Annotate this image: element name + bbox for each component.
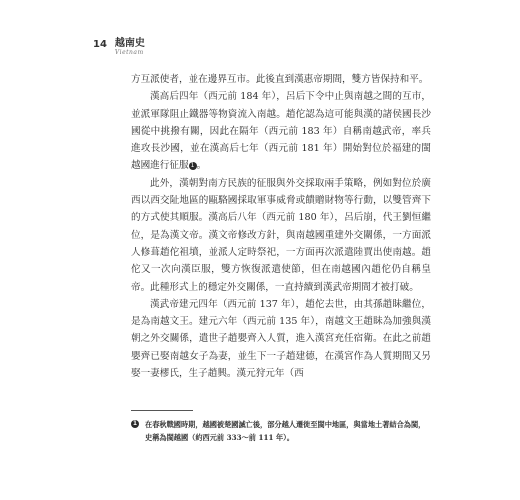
footnote-marker: 1 xyxy=(132,420,138,427)
footnote-text: 在春秋戰國時期，越國被楚國滅亡後，部分越人遷徙至閩中地區，與當地土著結合為閩，史稱為閩越國（約西元前 333～前 111 年）。 xyxy=(145,420,426,442)
book-title: 越南史 xyxy=(114,38,145,49)
header-titles xyxy=(115,38,145,57)
paragraph-text: 方互派使者，並在邊界互市。此後直到漢惠帝期間，雙方皆保持和平。 xyxy=(131,74,429,85)
paragraph xyxy=(131,296,431,382)
book-subtitle: Vietnam xyxy=(114,49,144,56)
paragraph-text: 漢武帝建元四年（西元前 137 年），趙佗去世，由其孫趙眛繼位，是為南越文王。建元六年（西元前 135 年），南越文王趙眛為加強與漢朝之外交關係，遣世子趙嬰齊入人質，進入漢宮充任宿衛。在此之前趙嬰齊已娶南越女子為妻，並生下一子趙建德，在漢宮作為人質期間又另娶一妻樛氏，生子趙興。漢元狩元年（西 xyxy=(131,298,431,380)
footnote-divider xyxy=(131,410,193,411)
paragraph xyxy=(131,88,431,174)
footnote xyxy=(131,418,431,444)
page-number: 14 xyxy=(93,39,107,50)
paragraph-text-tail: 。 xyxy=(196,160,207,172)
paragraph xyxy=(131,71,431,88)
body-text xyxy=(131,71,431,382)
paragraph-text: 漢高后四年（西元前 184 年），呂后下令中止與南越之間的互市，並派軍隊阻止鐵器等物資流入南越。趙佗認為這可能與漢的諸侯國長沙國從中挑撥有關，因此在隔年（西元前 183 年）自稱南越武帝，率兵進攻長沙國，並在漢高后七年（西元前 181 年）開始對位於福建的閩越國進行征服 xyxy=(131,91,431,172)
paragraph xyxy=(131,175,431,296)
running-header xyxy=(93,38,145,57)
footnote-reference[interactable]: 1 xyxy=(189,162,197,170)
paragraph-text: 此外，漢朝對南方民族的征服與外交採取兩手策略，例如對位於廣西以西交阯地區的甌駱國採取軍事威脅或饋贈財物等行動，以雙管齊下的方式使其順服。漢高后八年（西元前 180 年），呂后崩，代王劉恒繼位，是為漢文帝。漢文帝修改方針，與南越國重建外交關係，一方面派人修葺趙佗祖墳，並派人定時祭祀，一方面再次派遣陸賈出使南越。趙佗又一次向漢臣服，雙方恢復派遣使節，但在南越國內趙佗仍自稱皇帝。此種形式上的穩定外交關係，一直持續到漢武帝期間才被打破。 xyxy=(131,177,431,293)
